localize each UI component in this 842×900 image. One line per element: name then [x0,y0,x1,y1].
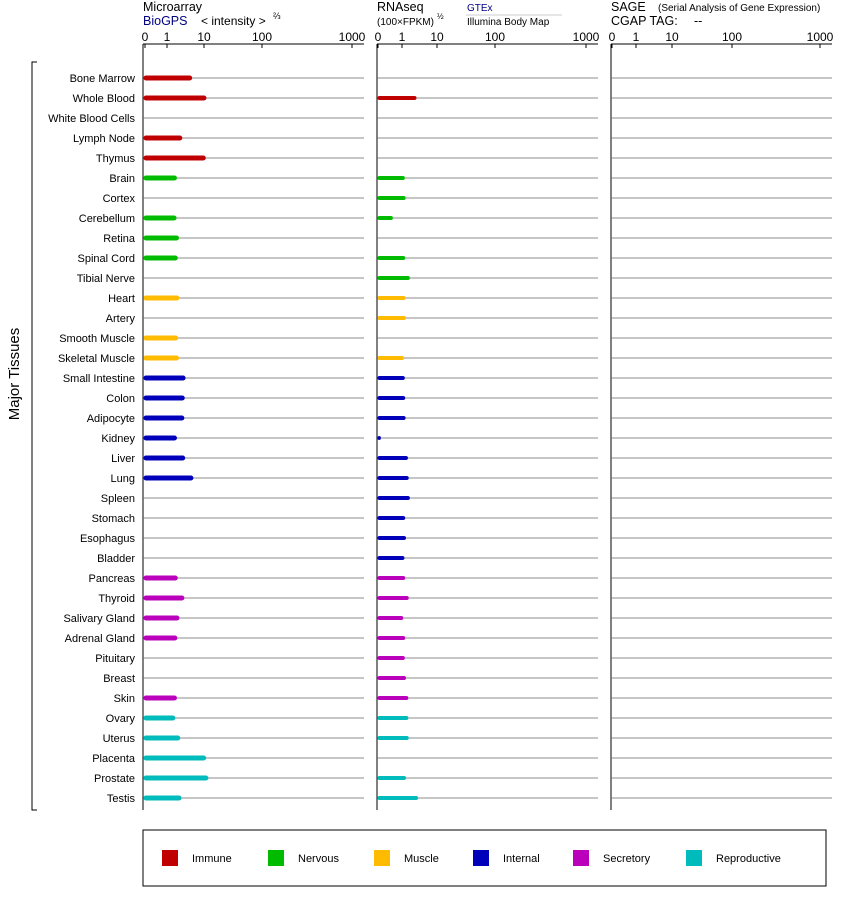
tissue-label: Lymph Node [73,133,135,145]
rnaseq-title: RNAseq [377,0,424,14]
major-tissues-label: Major Tissues [6,327,23,421]
rnaseq-bar [378,256,406,260]
legend-label-internal: Internal [503,853,540,865]
rnaseq-bar [378,596,409,600]
rnaseq-tick-label: 10 [430,30,444,44]
tissue-label: Spleen [100,493,135,505]
sage-title: SAGE [611,0,646,14]
rnaseq-bar [378,396,406,400]
tissue-label: Esophagus [79,533,135,545]
rnaseq-bar [378,276,410,280]
microarray-bar [144,716,176,721]
legend-label-reproductive: Reproductive [716,853,781,865]
sage-subtitle: (Serial Analysis of Gene Expression) [658,3,821,14]
microarray-bar [144,696,177,701]
rnaseq-bar [378,96,417,100]
microarray-bar [144,376,186,381]
tissue-label: Ovary [105,713,135,725]
microarray-tick-label: 1000 [338,30,366,44]
microarray-bar [144,776,209,781]
rnaseq-tick-label: 0 [374,30,382,44]
rnaseq-bar [378,356,405,360]
tissue-label: Prostate [94,773,135,785]
tissue-label: Skeletal Muscle [57,353,135,365]
microarray-bar [144,236,180,241]
rnaseq-bar [378,176,405,180]
legend-label-immune: Immune [192,853,232,865]
legend-label-secretory: Secretory [603,853,651,865]
sage-tick-label: 100 [721,30,743,44]
microarray-bar [144,256,178,261]
tissue-label: Whole Blood [72,93,135,105]
microarray-bar [144,176,177,181]
rnaseq-bar [378,656,405,660]
microarray-bar [144,76,193,81]
tissue-label: White Blood Cells [48,113,135,125]
illumina-body-map-label: Illumina Body Map [467,17,550,28]
tissue-label: Salivary Gland [63,613,135,625]
microarray-bar [144,216,177,221]
rnaseq-bar [378,436,381,440]
rnaseq-bar [378,196,406,200]
microarray-bar [144,616,180,621]
microarray-bar [144,576,178,581]
microarray-tick-label: 1 [163,30,171,44]
microarray-tick-label: 100 [251,30,273,44]
rnaseq-bar [378,296,406,300]
rnaseq-bar [378,476,409,480]
sage-tick-label: 1000 [806,30,834,44]
tissue-label: Bladder [97,553,135,565]
rnaseq-bar [378,776,407,780]
rnaseq-bar [378,216,393,220]
tissue-label: Pancreas [88,573,135,585]
microarray-tick-label: 0 [141,30,149,44]
rnaseq-bar [378,676,407,680]
rnaseq-bar [378,376,405,380]
tissue-label: Uterus [102,733,135,745]
rnaseq-unit-label: (100×FPKM) [377,17,434,28]
tissue-label: Skin [113,693,135,705]
microarray-unit-exponent: ⅔ [273,11,281,21]
microarray-bar [144,636,178,641]
legend-swatch-reproductive [686,850,702,866]
rnaseq-bar [378,696,409,700]
tissue-label: Thyroid [98,593,135,605]
rnaseq-bar [378,416,406,420]
tissue-label: Cortex [102,193,135,205]
biogps-link[interactable]: BioGPS [143,14,188,28]
microarray-tick-label: 10 [197,30,211,44]
tissue-label: Brain [109,173,135,185]
microarray-bar [144,136,183,141]
cgap-tag-value: -- [694,14,703,28]
legend-swatch-immune [162,850,178,866]
rnaseq-bar [378,576,406,580]
microarray-title: Microarray [143,0,203,14]
legend-label-muscle: Muscle [404,853,439,865]
tissue-label: Smooth Muscle [59,333,135,345]
rnaseq-bar [378,556,405,560]
rnaseq-bar [378,716,409,720]
microarray-bar [144,476,194,481]
microarray-bar [144,356,180,361]
tissue-label: Thymus [95,153,135,165]
tissue-label: Breast [103,673,135,685]
microarray-unit-label: < intensity > [201,14,266,28]
tissue-label: Pituitary [95,653,135,665]
microarray-bar [144,416,185,421]
cgap-tag-label: CGAP TAG: [611,14,678,28]
tissue-label: Retina [103,233,135,245]
sage-tick-label: 1 [632,30,640,44]
tissue-label: Placenta [92,753,135,765]
tissue-label: Spinal Cord [77,253,135,265]
legend-swatch-secretory [573,850,589,866]
tissue-label: Artery [105,313,135,325]
tissue-label: Adipocyte [86,413,135,425]
legend-swatch-nervous [268,850,284,866]
microarray-bar [144,156,206,161]
rnaseq-unit-exponent: ½ [437,12,444,21]
tissue-label: Adrenal Gland [64,633,135,645]
legend-swatch-internal [473,850,489,866]
rnaseq-tick-label: 100 [484,30,506,44]
tissue-label: Lung [110,473,135,485]
tissue-label: Kidney [101,433,135,445]
microarray-bar [144,396,185,401]
microarray-bar [144,336,179,341]
tissue-label: Heart [108,293,135,305]
rnaseq-bar [378,316,407,320]
microarray-bar [144,736,181,741]
rnaseq-tick-label: 1 [398,30,406,44]
gtex-link[interactable]: GTEx [467,3,493,14]
rnaseq-bar [378,536,407,540]
rnaseq-bar [378,636,406,640]
tissue-label: Colon [106,393,135,405]
microarray-bar [144,296,180,301]
rnaseq-bar [378,616,404,620]
microarray-bar [144,96,207,101]
legend-label-nervous: Nervous [298,853,339,865]
major-tissues-bracket [32,62,37,810]
tissue-label: Small Intestine [62,373,135,385]
sage-tick-label: 0 [608,30,616,44]
microarray-bar [144,596,185,601]
microarray-bar [144,796,182,801]
rnaseq-bar [378,456,408,460]
tissue-label: Bone Marrow [69,73,135,85]
rnaseq-bar [378,496,410,500]
rnaseq-bar [378,516,406,520]
tissue-label: Tibial Nerve [76,273,135,285]
microarray-bar [144,436,177,441]
microarray-bar [144,456,186,461]
rnaseq-bar [378,736,409,740]
legend-swatch-muscle [374,850,390,866]
sage-tick-label: 10 [665,30,679,44]
rnaseq-tick-label: 1000 [572,30,600,44]
microarray-bar [144,756,207,761]
tissue-label: Stomach [91,513,135,525]
rnaseq-bar [378,796,419,800]
tissue-label: Cerebellum [78,213,135,225]
tissue-label: Testis [106,793,135,805]
tissue-label: Liver [111,453,135,465]
